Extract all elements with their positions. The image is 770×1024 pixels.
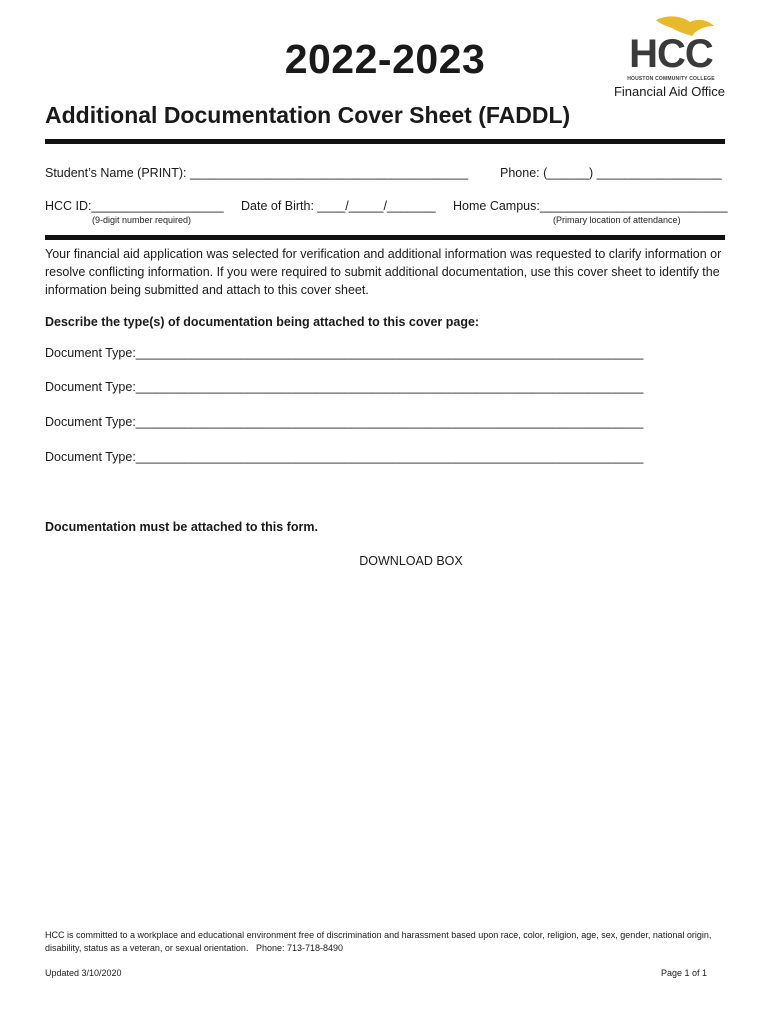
- document-type-field[interactable]: Document Type:_________________________________________________________________________: [45, 450, 644, 464]
- logo-letters: HCC: [629, 32, 713, 76]
- office-label: Financial Aid Office: [613, 84, 725, 99]
- student-name-field[interactable]: Student’s Name (PRINT): ________________________________________: [45, 166, 469, 180]
- title-divider: [45, 139, 725, 144]
- fields-divider: [45, 235, 725, 240]
- updated-date: Updated 3/10/2020: [45, 968, 122, 978]
- date-of-birth-field[interactable]: Date of Birth: ____/_____/_______: [241, 199, 436, 213]
- hcc-id-field[interactable]: HCC ID:___________________: [45, 199, 224, 213]
- phone-field[interactable]: Phone: (______) __________________: [500, 166, 722, 180]
- hcc-id-hint: (9-digit number required): [92, 215, 192, 225]
- logo-subtitle: HOUSTON COMMUNITY COLLEGE: [627, 76, 715, 82]
- form-year: 2022-2023: [284, 36, 486, 82]
- footer-phone: Phone: 713-718-8490: [255, 943, 344, 953]
- page-title: Additional Documentation Cover Sheet (FADDL): [45, 102, 571, 128]
- home-campus-hint: (Primary location of attendance): [553, 215, 681, 225]
- instructions-paragraph: Your financial aid application was selected for verification and additional information was requested to clarify information or resolve conflicting information. If you were required to submit additional documentation, use this cover sheet to identify the information being submitted and attach to this cover sheet.: [45, 247, 722, 297]
- home-campus-field[interactable]: Home Campus:___________________________: [453, 199, 728, 213]
- attach-note: Documentation must be attached to this form.: [45, 520, 318, 534]
- statement-text: HCC is committed to a workplace and educational environment free of discrimination and harassment based upon race, color, religion, age, sex, gender, national origin, disability, status as a veteran, or sexual orientation.: [45, 930, 712, 953]
- hcc-logo: [616, 14, 726, 86]
- nondiscrimination-statement: [45, 929, 725, 955]
- download-box[interactable]: DOWNLOAD BOX: [359, 554, 463, 568]
- document-type-field[interactable]: Document Type:_________________________________________________________________________: [45, 415, 644, 429]
- describe-heading: Describe the type(s) of documentation being attached to this cover page:: [45, 315, 480, 329]
- page-number: Page 1 of 1: [660, 968, 707, 978]
- document-type-field[interactable]: Document Type:_________________________________________________________________________: [45, 346, 644, 360]
- document-type-field[interactable]: Document Type:_________________________________________________________________________: [45, 380, 644, 394]
